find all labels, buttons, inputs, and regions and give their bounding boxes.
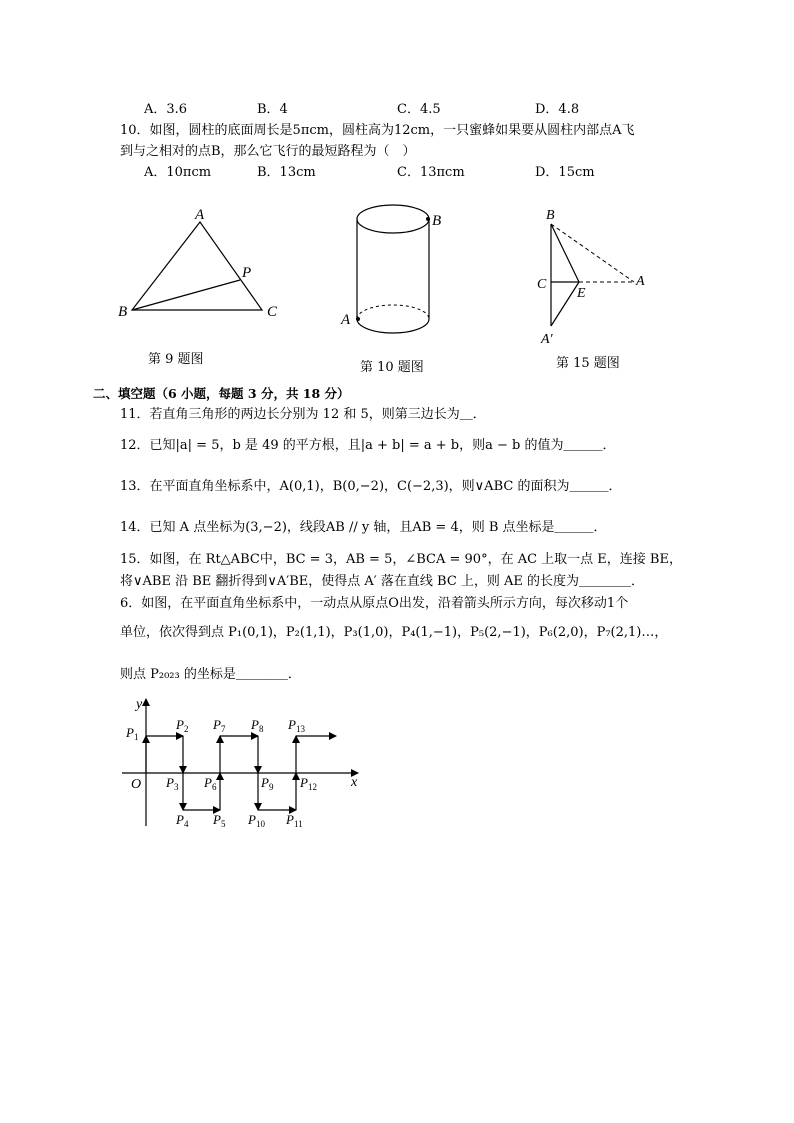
q10-option-c: C．13πcm [397,165,465,180]
q9-option-d: D．4.8 [535,102,580,117]
point-label-p2: $P_2$ [176,717,189,734]
point-label-p9: $P_9$ [261,775,274,792]
axis-y-label: y [136,697,143,712]
cylinder-top [357,205,429,233]
question-16-line1: 6．如图，在平面直角坐标系中，一动点从原点O出发，沿着箭头所示方向，每次移动1个 [120,596,629,611]
point-label-p5: $P_5$ [213,812,226,829]
cylinder-bottom-front [357,319,429,333]
point-a [356,317,360,321]
question-16-line3: 则点 P₂₀₂₃ 的坐标是＿＿＿＿． [120,667,301,682]
q10-options [144,161,704,180]
point-label-p10: $P_{10}$ [248,812,265,829]
q9-options [144,98,704,117]
q10-option-b: B．13cm [257,165,316,180]
label-a: A [341,312,351,328]
point-label-p7: $P_7$ [213,717,226,734]
label-b: B [432,213,442,229]
question-13: 13．在平面直角坐标系中，A(0,1)，B(0,−2)，C(−2,3)，则∨ABC 的面积为＿＿＿． [120,479,622,494]
label-a: A [636,274,645,289]
label-c: C [537,277,547,292]
point-b [426,217,430,221]
point-label-p11: $P_{11}$ [286,812,303,829]
q9-option-a: A．3.6 [144,102,188,117]
q10-option-d: D．15cm [535,165,595,180]
q9-option-b: B．4 [257,102,288,117]
origin-label: O [131,777,142,792]
figure-9 [110,200,290,330]
cylinder-bottom-back [357,305,429,319]
figure-10-caption: 第 10 题图 [360,360,424,375]
segment-ea-prime [551,282,579,326]
label-b: B [546,208,555,223]
point-label-p12: $P_{12}$ [300,775,317,792]
segment-bp [132,280,240,310]
label-b: B [118,304,128,320]
point-label-p13: $P_{13}$ [288,717,305,734]
point-label-p3: $P_3$ [166,775,179,792]
label-e: E [577,286,586,301]
question-12: 12．已知|a| = 5，b 是 49 的平方根，且|a + b| = a + b，则a − b 的值为＿＿＿． [120,438,616,453]
section-2-heading: 二、填空题（6 小题，每题 3 分，共 18 分） [93,386,350,401]
question-15-line2: 将∨ABE 沿 BE 翻折得到∨A′BE，使得点 A′ 落在直线 BC 上，则 AE 的长度为＿＿＿＿． [120,574,645,589]
q10-stem-line1: 10．如图，圆柱的底面周长是5πcm，圆柱高为12cm，一只蜜蜂如果要从圆柱内部点A飞 [120,123,635,138]
question-11: 11．若直角三角形的两边长分别为 12 和 5，则第三边长为＿． [120,407,486,422]
figure-16 [110,693,380,833]
point-label-p4: $P_4$ [176,812,189,829]
segment-ba [551,224,634,282]
question-14: 14．已知 A 点坐标为(3,−2)，线段AB // y 轴，且AB = 4，则 B 点坐标是＿＿＿． [120,520,607,535]
figure-10 [335,195,455,345]
figure-15 [530,200,660,350]
q10-stem-line2: 到与之相对的点B，那么它飞行的最短路程为（ ） [120,144,416,159]
axis-x-label: x [351,775,358,790]
label-a-prime: A′ [541,332,553,347]
label-p: P [242,265,252,281]
point-label-p1: $P_1$ [126,725,139,742]
question-15-line1: 15．如图，在 Rt△ABC中，BC = 3，AB = 5，∠BCA = 90°，在 AC 上取一点 E，连接 BE， [120,552,682,567]
q9-option-c: C．4.5 [397,102,441,117]
segment-be [551,224,579,282]
figure-15-caption: 第 15 题图 [556,356,620,371]
question-16-line2: 单位，依次得到点 P₁(0,1)，P₂(1,1)，P₃(1,0)，P₄(1,−1)，P₅(2,−1)，P₆(2,0)，P₇(2,1)…， [120,625,668,640]
figure-9-caption: 第 9 题图 [148,352,204,367]
point-label-p8: $P_8$ [251,717,264,734]
label-a: A [195,207,205,223]
point-label-p6: $P_6$ [204,775,217,792]
q10-option-a: A．10πcm [144,165,212,180]
label-c: C [267,304,278,320]
